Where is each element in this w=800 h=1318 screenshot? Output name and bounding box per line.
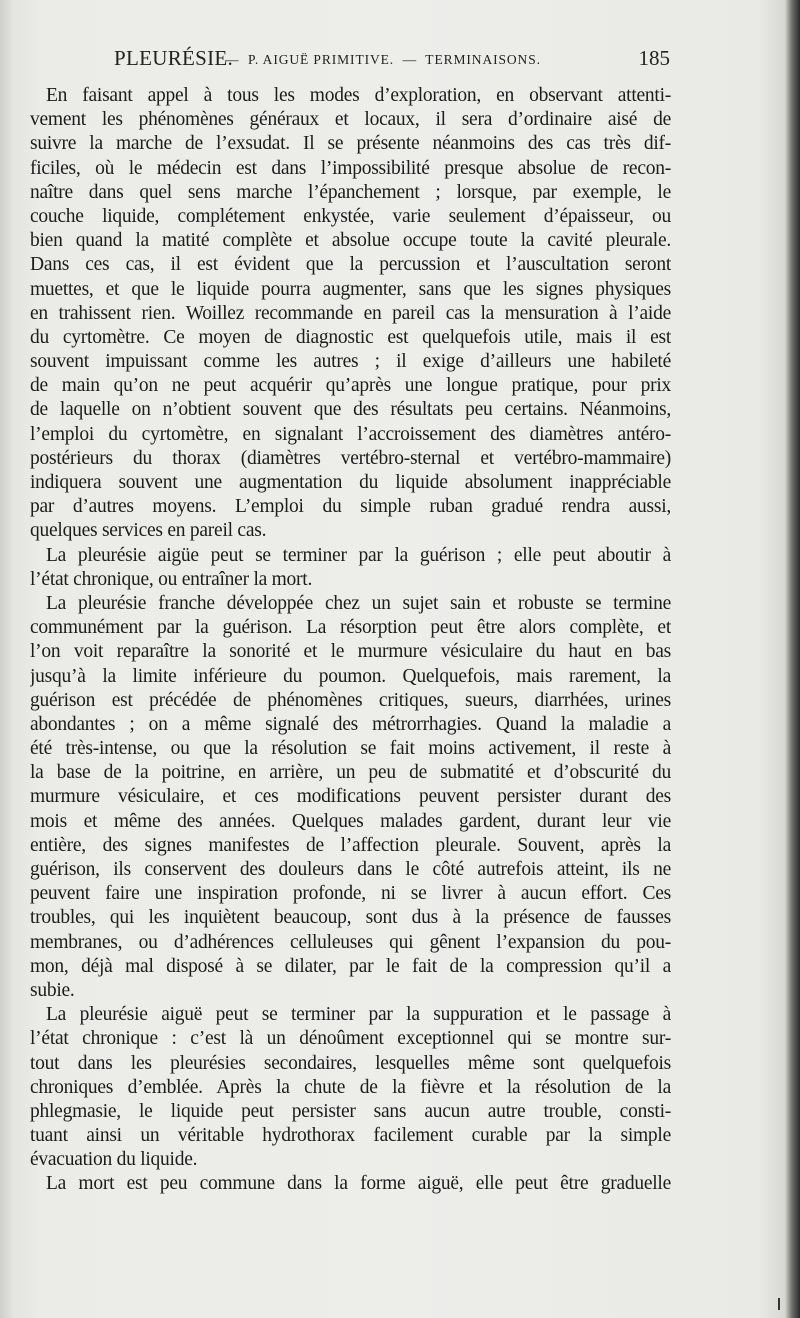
text-line: vement les phénomènes généraux et locaux, il sera d’ordinaire aisé de — [30, 109, 671, 131]
text-line: communément par la guérison. La résorption peut être alors complète, et — [30, 617, 671, 639]
text-line: l’état chronique : c’est là un dénoûment exceptionnel qui se montre sur- — [30, 1028, 671, 1050]
text-line: souvent impuissant comme les autres ; il exige d’ailleurs une habileté — [30, 351, 671, 373]
text-line: quelques services en pareil cas. — [30, 520, 267, 542]
page-number: 185 — [638, 46, 670, 70]
text-line: mon, déjà mal disposé à se dilater, par le fait de la compression qu’il a — [30, 955, 671, 977]
running-head-subtitle: — P. AIGUË PRIMITIVE. — TERMINAISONS. — [225, 52, 541, 67]
text-line: subie. — [30, 979, 75, 1001]
text-line: troubles, qui les inquiètent beaucoup, sont dus à la présence de fausses — [30, 907, 671, 929]
text-line: de laquelle on n’obtient souvent que des résultats peu certains. Néanmoins, — [30, 399, 671, 421]
text-line: la base de la poitrine, en arrière, un peu de submatité et d’obscurité du — [30, 762, 671, 784]
running-head-title: PLEURÉSIE. — [114, 46, 234, 70]
text-line: par d’autres moyens. L’emploi du simple ruban gradué rendra aussi, — [30, 496, 671, 518]
text-line: ficiles, où le médecin est dans l’impossibilité presque absolue de recon- — [30, 157, 671, 179]
text-line: abondantes ; on a même signalé des métrorrhagies. Quand la maladie a — [30, 713, 671, 735]
text-line: La mort est peu commune dans la forme aiguë, elle peut être graduelle — [46, 1173, 671, 1195]
text-line: du cyrtomètre. Ce moyen de diagnostic est quelquefois utile, mais il est — [30, 326, 671, 348]
text-line: mois et même des années. Quelques malades gardent, durant leur vie — [30, 810, 671, 832]
text-line: l’état chronique, ou entraîner la mort. — [30, 568, 313, 590]
text-line: La pleurésie aiguë peut se terminer par la suppuration et le passage à — [46, 1004, 671, 1026]
text-line: membranes, ou d’adhérences celluleuses qui gênent l’expansion du pou- — [30, 931, 671, 953]
text-line: En faisant appel à tous les modes d’exploration, en observant attenti- — [46, 85, 671, 106]
text-line: l’emploi du cyrtomètre, en signalant l’accroissement des diamètres antéro- — [30, 423, 671, 445]
text-line: naître dans quel sens marche l’épanchement ; lorsque, par exemple, le — [30, 181, 671, 203]
text-line: peuvent faire une inspiration profonde, ni se livrer à aucun effort. Ces — [30, 883, 671, 905]
text-line: chroniques d’emblée. Après la chute de la fièvre et la résolution de la — [30, 1076, 671, 1098]
text-line: postérieurs du thorax (diamètres vertébro-sternal et vertébro-mammaire) — [30, 447, 671, 469]
text-line: tuant ainsi un véritable hydrothorax facilement curable par la simple — [30, 1125, 671, 1147]
text-line: La pleurésie aigüe peut se terminer par la guérison ; elle peut aboutir à — [46, 544, 671, 566]
text-line: évacuation du liquide. — [30, 1149, 198, 1171]
text-line: en trahissent rien. Woillez recommande en pareil cas la mensuration à l’aide — [30, 302, 671, 324]
text-line: Dans ces cas, il est évident que la percussion et l’auscultation seront — [30, 254, 671, 276]
text-line: guérison est précédée de phénomènes critiques, sueurs, diarrhées, urines — [30, 689, 671, 711]
text-line: murmure vésiculaire, et ces modifications peuvent persister durant des — [30, 786, 671, 808]
text-line: suivre la marche de l’exsudat. Il se présente néanmoins des cas très dif- — [30, 133, 671, 155]
text-line: bien quand la matité complète et absolue occupe toute la cavité pleurale. — [30, 230, 671, 252]
margin-mark — [778, 1298, 780, 1310]
text-line: tout dans les pleurésies secondaires, lesquelles même sont quelquefois — [30, 1052, 671, 1074]
text-line: entière, des signes manifestes de l’affection pleurale. Souvent, après la — [30, 834, 671, 856]
text-line: de main qu’on ne peut acquérir qu’après une longue pratique, pour prix — [30, 375, 671, 397]
text-line: La pleurésie franche développée chez un sujet sain et robuste se termine — [46, 592, 671, 614]
text-line: couche liquide, complétement enkystée, varie seulement d’épaisseur, ou — [30, 205, 671, 227]
body-text — [30, 84, 671, 1197]
running-head — [70, 46, 670, 74]
text-line: l’on voit reparaître la sonorité et le murmure vésiculaire du haut en bas — [30, 641, 671, 663]
text-line: guérison, ils conservent des douleurs dans le côté autrefois atteint, ils ne — [30, 859, 671, 880]
text-line: été très-intense, ou que la résolution se fait moins activement, il reste à — [30, 738, 671, 760]
text-line: jusqu’à la limite inférieure du poumon. Quelquefois, mais rarement, la — [30, 665, 671, 687]
text-line: phlegmasie, le liquide peut persister sans aucun autre trouble, consti- — [30, 1100, 671, 1122]
text-line: muettes, et que le liquide pourra augmenter, sans que les signes physiques — [30, 278, 671, 300]
text-line: indiquera souvent une augmentation du liquide absolument inappréciable — [30, 472, 671, 493]
